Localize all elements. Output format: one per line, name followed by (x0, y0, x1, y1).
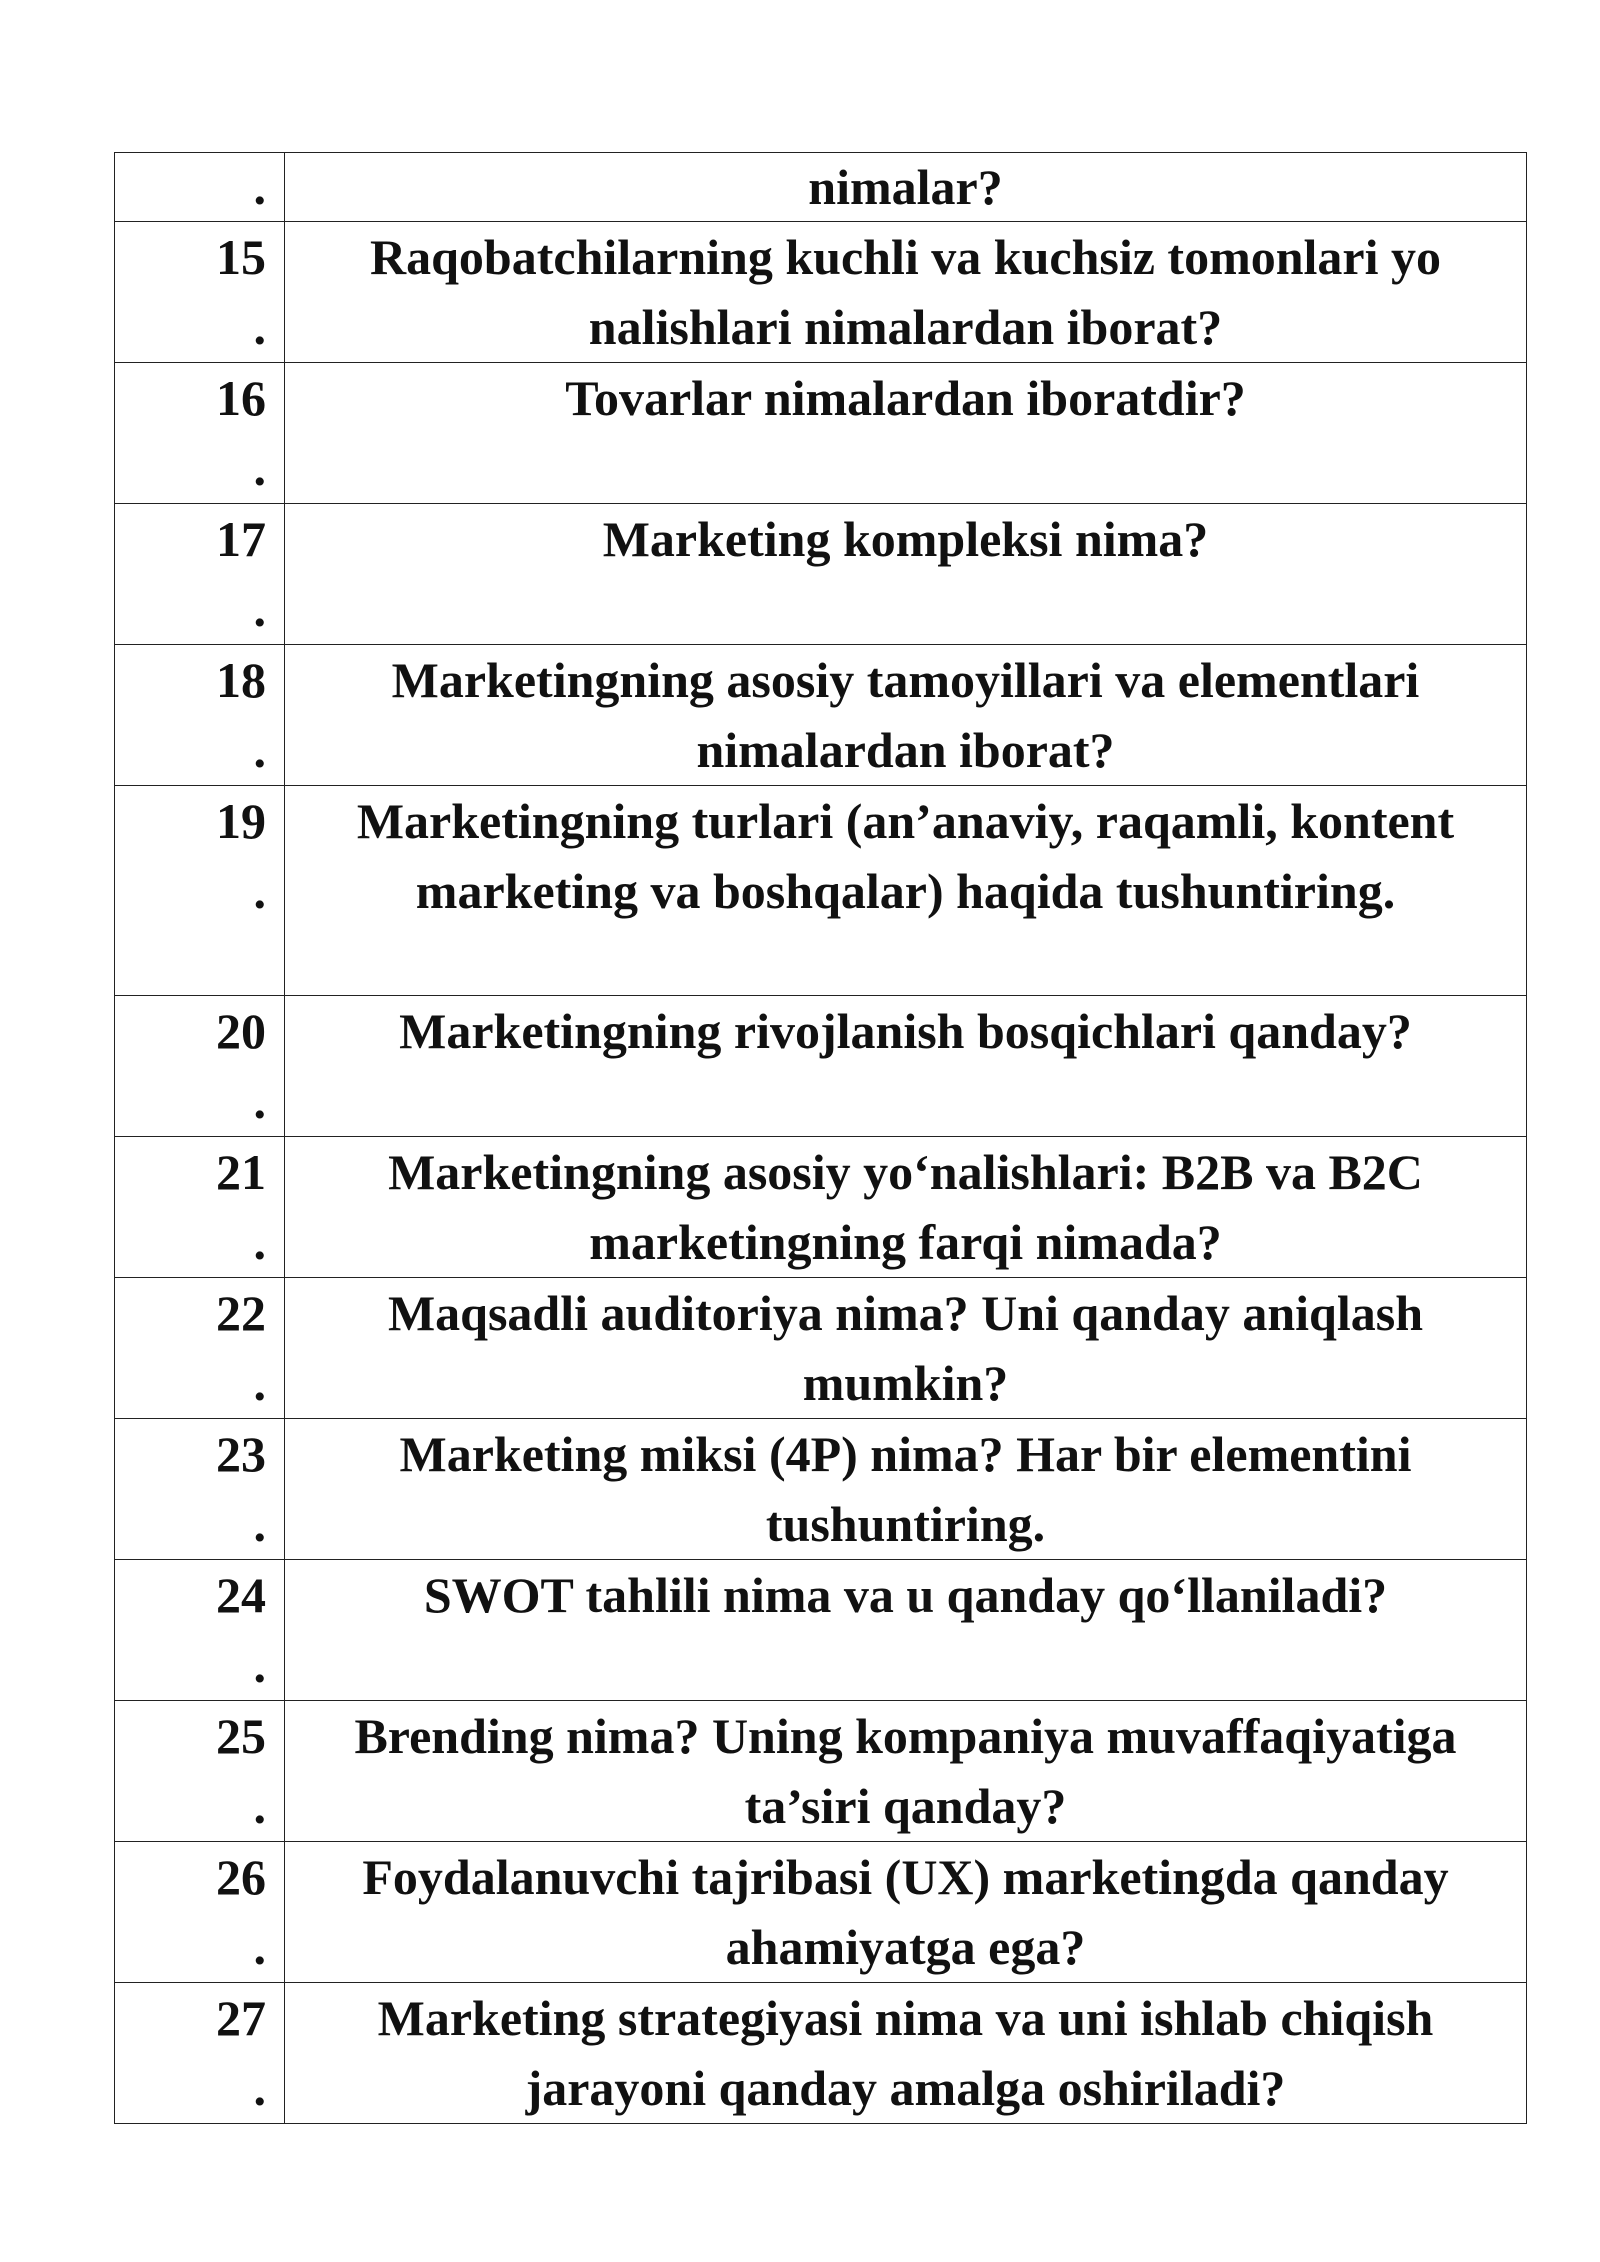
question-number: 19 (216, 793, 266, 849)
number-dot: . (253, 1214, 266, 1270)
question-text: Marketing kompleksi nima? (285, 504, 1527, 645)
question-text: Raqobatchilarning kuchli va kuchsiz tomonlari yo nalishlari nimalardan iborat? (285, 222, 1527, 363)
number-cell (115, 996, 285, 1137)
question-number: 17 (216, 511, 266, 567)
table-row (115, 504, 1527, 645)
table-row (115, 1278, 1527, 1419)
table-row (115, 645, 1527, 786)
table-row (115, 222, 1527, 363)
number-dot: . (253, 1919, 266, 1975)
table-row (115, 996, 1527, 1137)
question-text: Marketingning rivojlanish bosqichlari qanday? (285, 996, 1527, 1137)
question-text: SWOT tahlili nima va u qanday qo‘llaniladi? (285, 1560, 1527, 1701)
number-cell (115, 222, 285, 363)
table-row (115, 153, 1527, 222)
number-cell (115, 645, 285, 786)
number-dot: . (253, 2060, 266, 2116)
question-text: Brending nima? Uning kompaniya muvaffaqiyatiga ta’siri qanday? (285, 1701, 1527, 1842)
question-number: 23 (216, 1426, 266, 1482)
number-dot: . (253, 299, 266, 355)
question-text: Marketingning asosiy yo‘nalishlari: B2B va B2C marketingning farqi nimada? (285, 1137, 1527, 1278)
number-dot: . (253, 440, 266, 496)
question-text: Foydalanuvchi tajribasi (UX) marketingda qanday ahamiyatga ega? (285, 1842, 1527, 1983)
number-cell (115, 1137, 285, 1278)
question-text: Tovarlar nimalardan iboratdir? (285, 363, 1527, 504)
number-dot: . (253, 863, 266, 919)
question-text: Marketing miksi (4P) nima? Har bir elementini tushuntiring. (285, 1419, 1527, 1560)
number-cell (115, 1983, 285, 2124)
number-cell (115, 1419, 285, 1560)
question-number: 16 (216, 370, 266, 426)
question-number: 26 (216, 1849, 266, 1905)
question-text: Maqsadli auditoriya nima? Uni qanday aniqlash mumkin? (285, 1278, 1527, 1419)
question-number: 22 (216, 1285, 266, 1341)
number-cell (115, 153, 285, 222)
question-text: Marketing strategiyasi nima va uni ishlab chiqish jarayoni qanday amalga oshiriladi? (285, 1983, 1527, 2124)
number-cell (115, 1278, 285, 1419)
question-number: 18 (216, 652, 266, 708)
number-dot: . (253, 1778, 266, 1834)
question-number: 25 (216, 1708, 266, 1764)
table-row (115, 1137, 1527, 1278)
number-dot: . (253, 722, 266, 778)
questions-table (114, 152, 1527, 2124)
number-dot: . (253, 1496, 266, 1552)
question-number: 27 (216, 1990, 266, 2046)
number-dot: . (253, 581, 266, 637)
question-number: 20 (216, 1003, 266, 1059)
question-number: 15 (216, 229, 266, 285)
number-dot: . (253, 159, 266, 215)
table-row (115, 1983, 1527, 2124)
number-cell (115, 1842, 285, 1983)
number-dot: . (253, 1637, 266, 1693)
question-number: 21 (216, 1144, 266, 1200)
number-cell (115, 504, 285, 645)
question-number: 24 (216, 1567, 266, 1623)
table-row (115, 786, 1527, 996)
question-text: Marketingning turlari (an’anaviy, raqamli, kontent marketing va boshqalar) haqida tushuntiring. (285, 786, 1527, 996)
table-row (115, 1701, 1527, 1842)
number-cell (115, 363, 285, 504)
question-text: nimalar? (285, 153, 1527, 222)
number-cell (115, 1560, 285, 1701)
table-row (115, 1560, 1527, 1701)
number-dot: . (253, 1073, 266, 1129)
table-row (115, 1419, 1527, 1560)
table-row (115, 1842, 1527, 1983)
number-cell (115, 786, 285, 996)
table-row (115, 363, 1527, 504)
number-dot: . (253, 1355, 266, 1411)
question-text: Marketingning asosiy tamoyillari va elementlari nimalardan iborat? (285, 645, 1527, 786)
number-cell (115, 1701, 285, 1842)
